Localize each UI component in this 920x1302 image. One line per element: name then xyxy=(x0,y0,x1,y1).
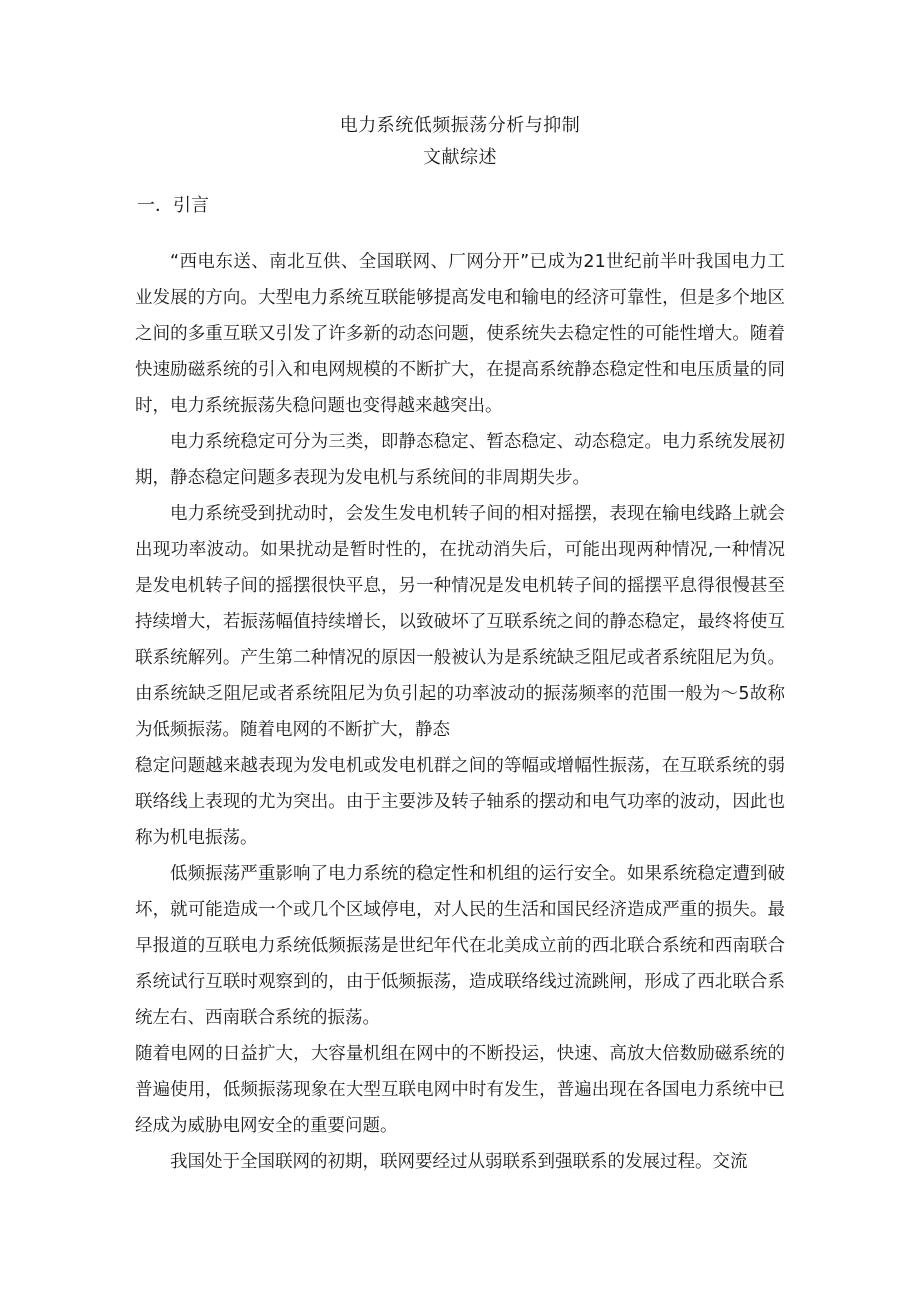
section-heading-introduction: 一．引言 xyxy=(137,195,209,216)
document-title: 电力系统低频振荡分析与抑制 xyxy=(339,115,581,136)
paragraph-3: 电力系统受到扰动时，会发生发电机转子间的相对摇摆，表现在输电线路上就会出现功率波动。如果扰动是暂时性的，在扰动消失后，可能出现两种情况,一种情况是发电机转子间的摇摆很快平息，另一种情况是发电机转子间的摇摆平息得很慢甚至持续增大，若振荡幅值持续增长，以致破坏了互联系统之间的静态稳定，最终将使互联系统解列。产生第二种情况的原因一般被认为是系统缺乏阻尼或者系统阻尼为负。由系统缺乏阻尼或者系统阻尼为负引起的功率波动的振荡频率的范围一般为～5故称为低频振荡。随着电网的不断扩大，静态 xyxy=(135,504,785,740)
paragraph-5: 随着电网的日益扩大，大容量机组在网中的不断投运，快速、高放大倍数励磁系统的普遍使用，低频振荡现象在大型互联电网中时有发生，普遍出现在各国电力系统中已经成为威胁电网安全的重要问题。 xyxy=(135,1044,785,1136)
paragraph-4: 低频振荡严重影响了电力系统的稳定性和机组的运行安全。如果系统稳定遭到破坏，就可能造成一个或几个区域停电，对人民的生活和国民经济造成严重的损失。最早报道的互联电力系统低频振荡是世纪年代在北美成立前的西北联合系统和西南联合系统试行互联时观察到的，由于低频振荡，造成联络线过流跳闸，形成了西北联合系统左右、西南联合系统的振荡。 xyxy=(135,864,785,1028)
document-subtitle: 文献综述 xyxy=(423,147,497,168)
body-text xyxy=(135,244,785,1180)
paragraph-6: 我国处于全国联网的初期，联网要经过从弱联系到强联系的发展过程。交流 xyxy=(170,1152,748,1172)
paragraph-3-continued: 稳定问题越来越表现为发电机或发电机群之间的等幅或增幅性振荡，在互联系统的弱联络线上表现的尤为突出。由于主要涉及转子轴系的摆动和电气功率的波动，因此也称为机电振荡。 xyxy=(135,756,785,848)
paragraph-2: 电力系统稳定可分为三类，即静态稳定、暂态稳定、动态稳定。电力系统发展初期，静态稳定问题多表现为发电机与系统间的非周期失步。 xyxy=(135,432,785,488)
paragraph-1: “西电东送、南北互供、全国联网、厂网分开”已成为21世纪前半叶我国电力工业发展的方向。大型电力系统互联能够提高发电和输电的经济可靠性，但是多个地区之间的多重互联又引发了许多新的动态问题，使系统失去稳定性的可能性增大。随着快速励磁系统的引入和电网规模的不断扩大，在提高系统静态稳定性和电压质量的同时，电力系统振荡失稳问题也变得越来越突出。 xyxy=(135,252,785,416)
